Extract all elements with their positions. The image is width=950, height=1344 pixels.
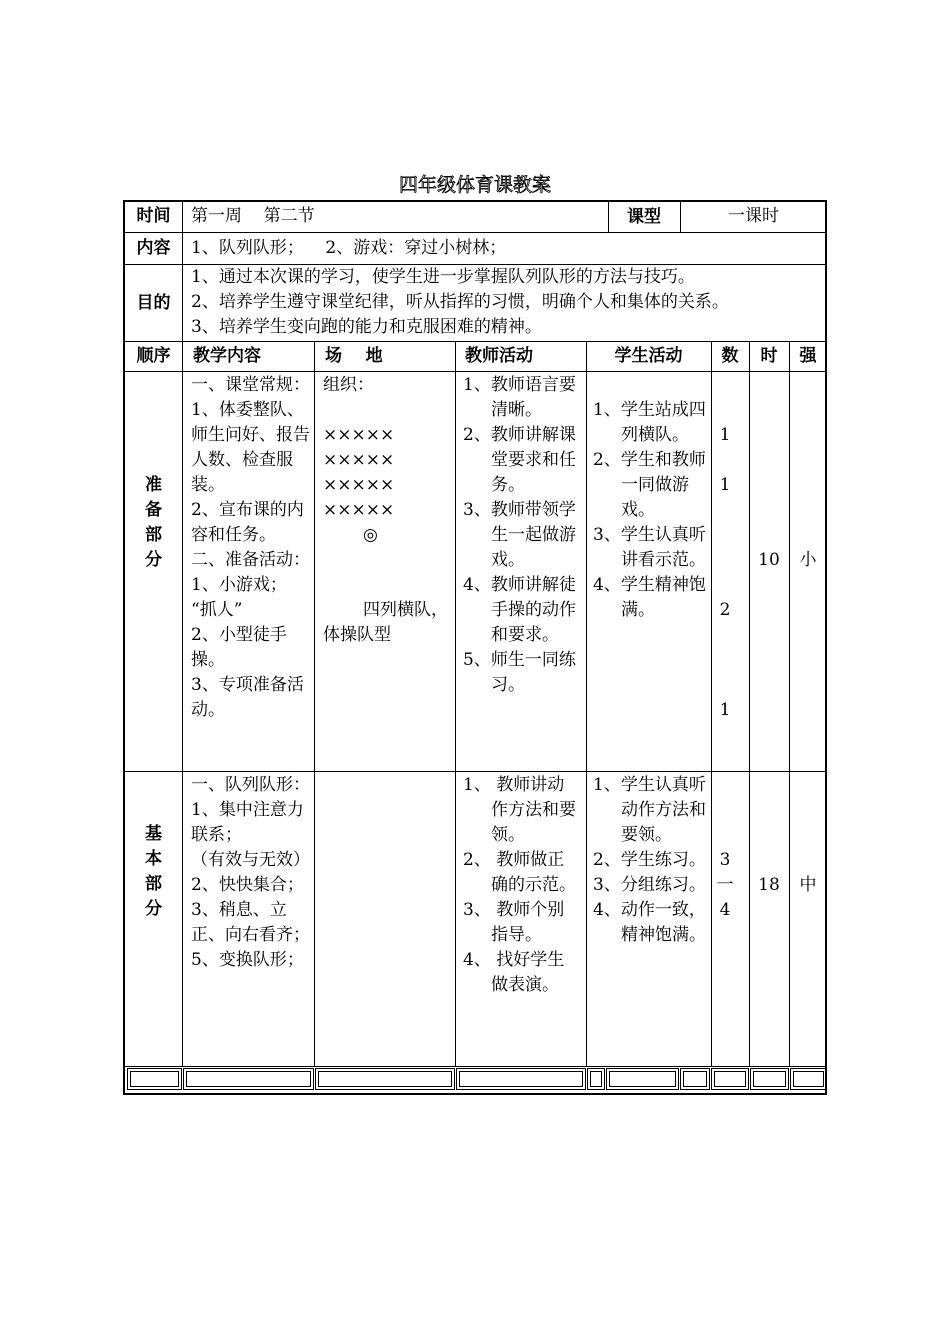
prep-count: 2 <box>719 600 731 620</box>
header-count: 数 <box>721 346 739 366</box>
student-activity-item: 2、学生和教师一同做游戏。 <box>593 450 706 520</box>
prep-venue <box>323 373 453 648</box>
teacher-activity-item: 2、 教师做正确的示范。 <box>463 850 576 895</box>
row-divider <box>125 341 825 342</box>
header-order: 顺序 <box>136 346 171 366</box>
page-title: 四年级体育课教案 <box>398 174 551 196</box>
empty-cell <box>680 1068 710 1090</box>
prep-intensity: 小 <box>799 550 817 570</box>
header-student-activity: 学生活动 <box>614 346 683 366</box>
empty-footer-row <box>127 1068 823 1090</box>
lesson-type-value: 一课时 <box>728 206 779 226</box>
prep-teacher-activity <box>463 373 581 698</box>
content-label: 内容 <box>136 238 171 258</box>
goal-line: 2、培养学生遵守课堂纪律，听从指挥的习惯，明确个人和集体的关系。 <box>191 292 729 312</box>
goal-lines <box>191 265 827 340</box>
row-divider <box>125 232 825 233</box>
empty-cell <box>711 1068 749 1090</box>
teacher-activity-item: 1、教师语言要清晰。 <box>463 375 576 420</box>
teacher-activity-item: 4、教师讲解徒手操的动作和要求。 <box>463 575 576 645</box>
header-time: 时 <box>760 346 778 366</box>
lesson-type-label: 课型 <box>627 207 661 227</box>
row-divider <box>125 1066 825 1067</box>
formation-row: ××××× <box>323 425 395 445</box>
prep-count: 1 <box>719 700 731 720</box>
header-teacher-activity: 教师活动 <box>465 346 533 366</box>
teacher-position-symbol: ◎ <box>363 525 378 545</box>
empty-cell <box>183 1068 314 1090</box>
formation-row: ××××× <box>323 475 395 495</box>
empty-cell <box>606 1068 679 1090</box>
time-value: 第一周 第二节 <box>191 206 315 226</box>
student-activity-item: 3、学生认真听讲看示范。 <box>593 525 706 570</box>
goal-line: 3、培养学生变向跑的能力和克服困难的精神。 <box>191 317 542 337</box>
formation-row: ××××× <box>323 500 395 520</box>
prep-content: 一、课堂常规： 1、体委整队、师生问好、报告人数、检查服装。 2、宣布课的内容和任务。 二、准备活动： 1、小游戏； “抓人” 2、小型徒手操。 3、专项准备活动。 <box>191 375 310 720</box>
col-divider <box>182 202 183 1066</box>
teacher-activity-item: 1、 教师讲动作方法和要领。 <box>463 775 576 845</box>
goal-label: 目的 <box>136 293 171 313</box>
content-value: 1、队列队形； 2、游戏：穿过小树林； <box>191 238 507 258</box>
col-divider <box>586 341 587 1066</box>
prep-time: 10 <box>758 550 780 570</box>
col-divider <box>749 341 750 1066</box>
formation-row: ××××× <box>323 450 395 470</box>
basic-count: 3 一 4 <box>716 850 734 920</box>
header-intensity: 强 <box>799 346 817 366</box>
row-divider <box>125 771 825 772</box>
formation-note: 四列横队，体操队型 <box>323 600 448 645</box>
prep-count: 1 <box>719 475 731 495</box>
header-teaching-content: 教学内容 <box>193 346 261 366</box>
basic-content: 一、队列队形： 1、集中注意力联系； （有效与无效） 2、快快集合； 3、稍息、立正、向右看齐； 5、变换队形； <box>191 775 310 970</box>
basic-intensity: 中 <box>799 875 817 895</box>
lesson-plan-table <box>123 200 827 1095</box>
empty-cell <box>750 1068 789 1090</box>
prep-section-label: 准 备 部 分 <box>145 475 162 570</box>
time-label: 时间 <box>136 206 171 226</box>
basic-section-label: 基 本 部 分 <box>145 824 162 919</box>
empty-cell <box>587 1068 605 1090</box>
basic-student-activity <box>593 773 709 948</box>
student-activity-item: 1、学生站成四列横队。 <box>593 400 706 445</box>
col-divider <box>789 341 790 1066</box>
prep-count: 1 <box>719 425 731 445</box>
prep-student-activity <box>593 398 709 623</box>
empty-cell <box>315 1068 455 1090</box>
header-venue: 场 地 <box>325 346 383 366</box>
student-activity-item: 3、分组练习。 <box>593 875 706 895</box>
empty-cell <box>456 1068 586 1090</box>
basic-teacher-activity <box>463 773 581 998</box>
row-divider <box>125 371 825 372</box>
venue-org-label: 组织： <box>323 375 374 395</box>
student-activity-item: 1、学生认真听动作方法和要领。 <box>593 775 706 845</box>
basic-time: 18 <box>758 875 780 895</box>
teacher-activity-item: 5、师生一同练习。 <box>463 650 576 695</box>
teacher-activity-item: 3、教师带领学生一起做游戏。 <box>463 500 576 570</box>
col-divider <box>455 341 456 1066</box>
teacher-activity-item: 2、教师讲解课堂要求和任务。 <box>463 425 576 495</box>
student-activity-item: 4、学生精神饱满。 <box>593 575 706 620</box>
empty-cell <box>790 1068 827 1090</box>
empty-cell <box>127 1068 182 1090</box>
student-activity-item: 2、学生练习。 <box>593 850 706 870</box>
teacher-activity-item: 3、 教师个别指导。 <box>463 900 565 945</box>
goal-line: 1、通过本次课的学习，使学生进一步掌握队列队形的方法与技巧。 <box>191 267 695 287</box>
col-divider <box>314 341 315 1066</box>
teacher-activity-item: 4、 找好学生做表演。 <box>463 950 565 995</box>
student-activity-item: 4、动作一致，精神饱满。 <box>593 900 706 945</box>
